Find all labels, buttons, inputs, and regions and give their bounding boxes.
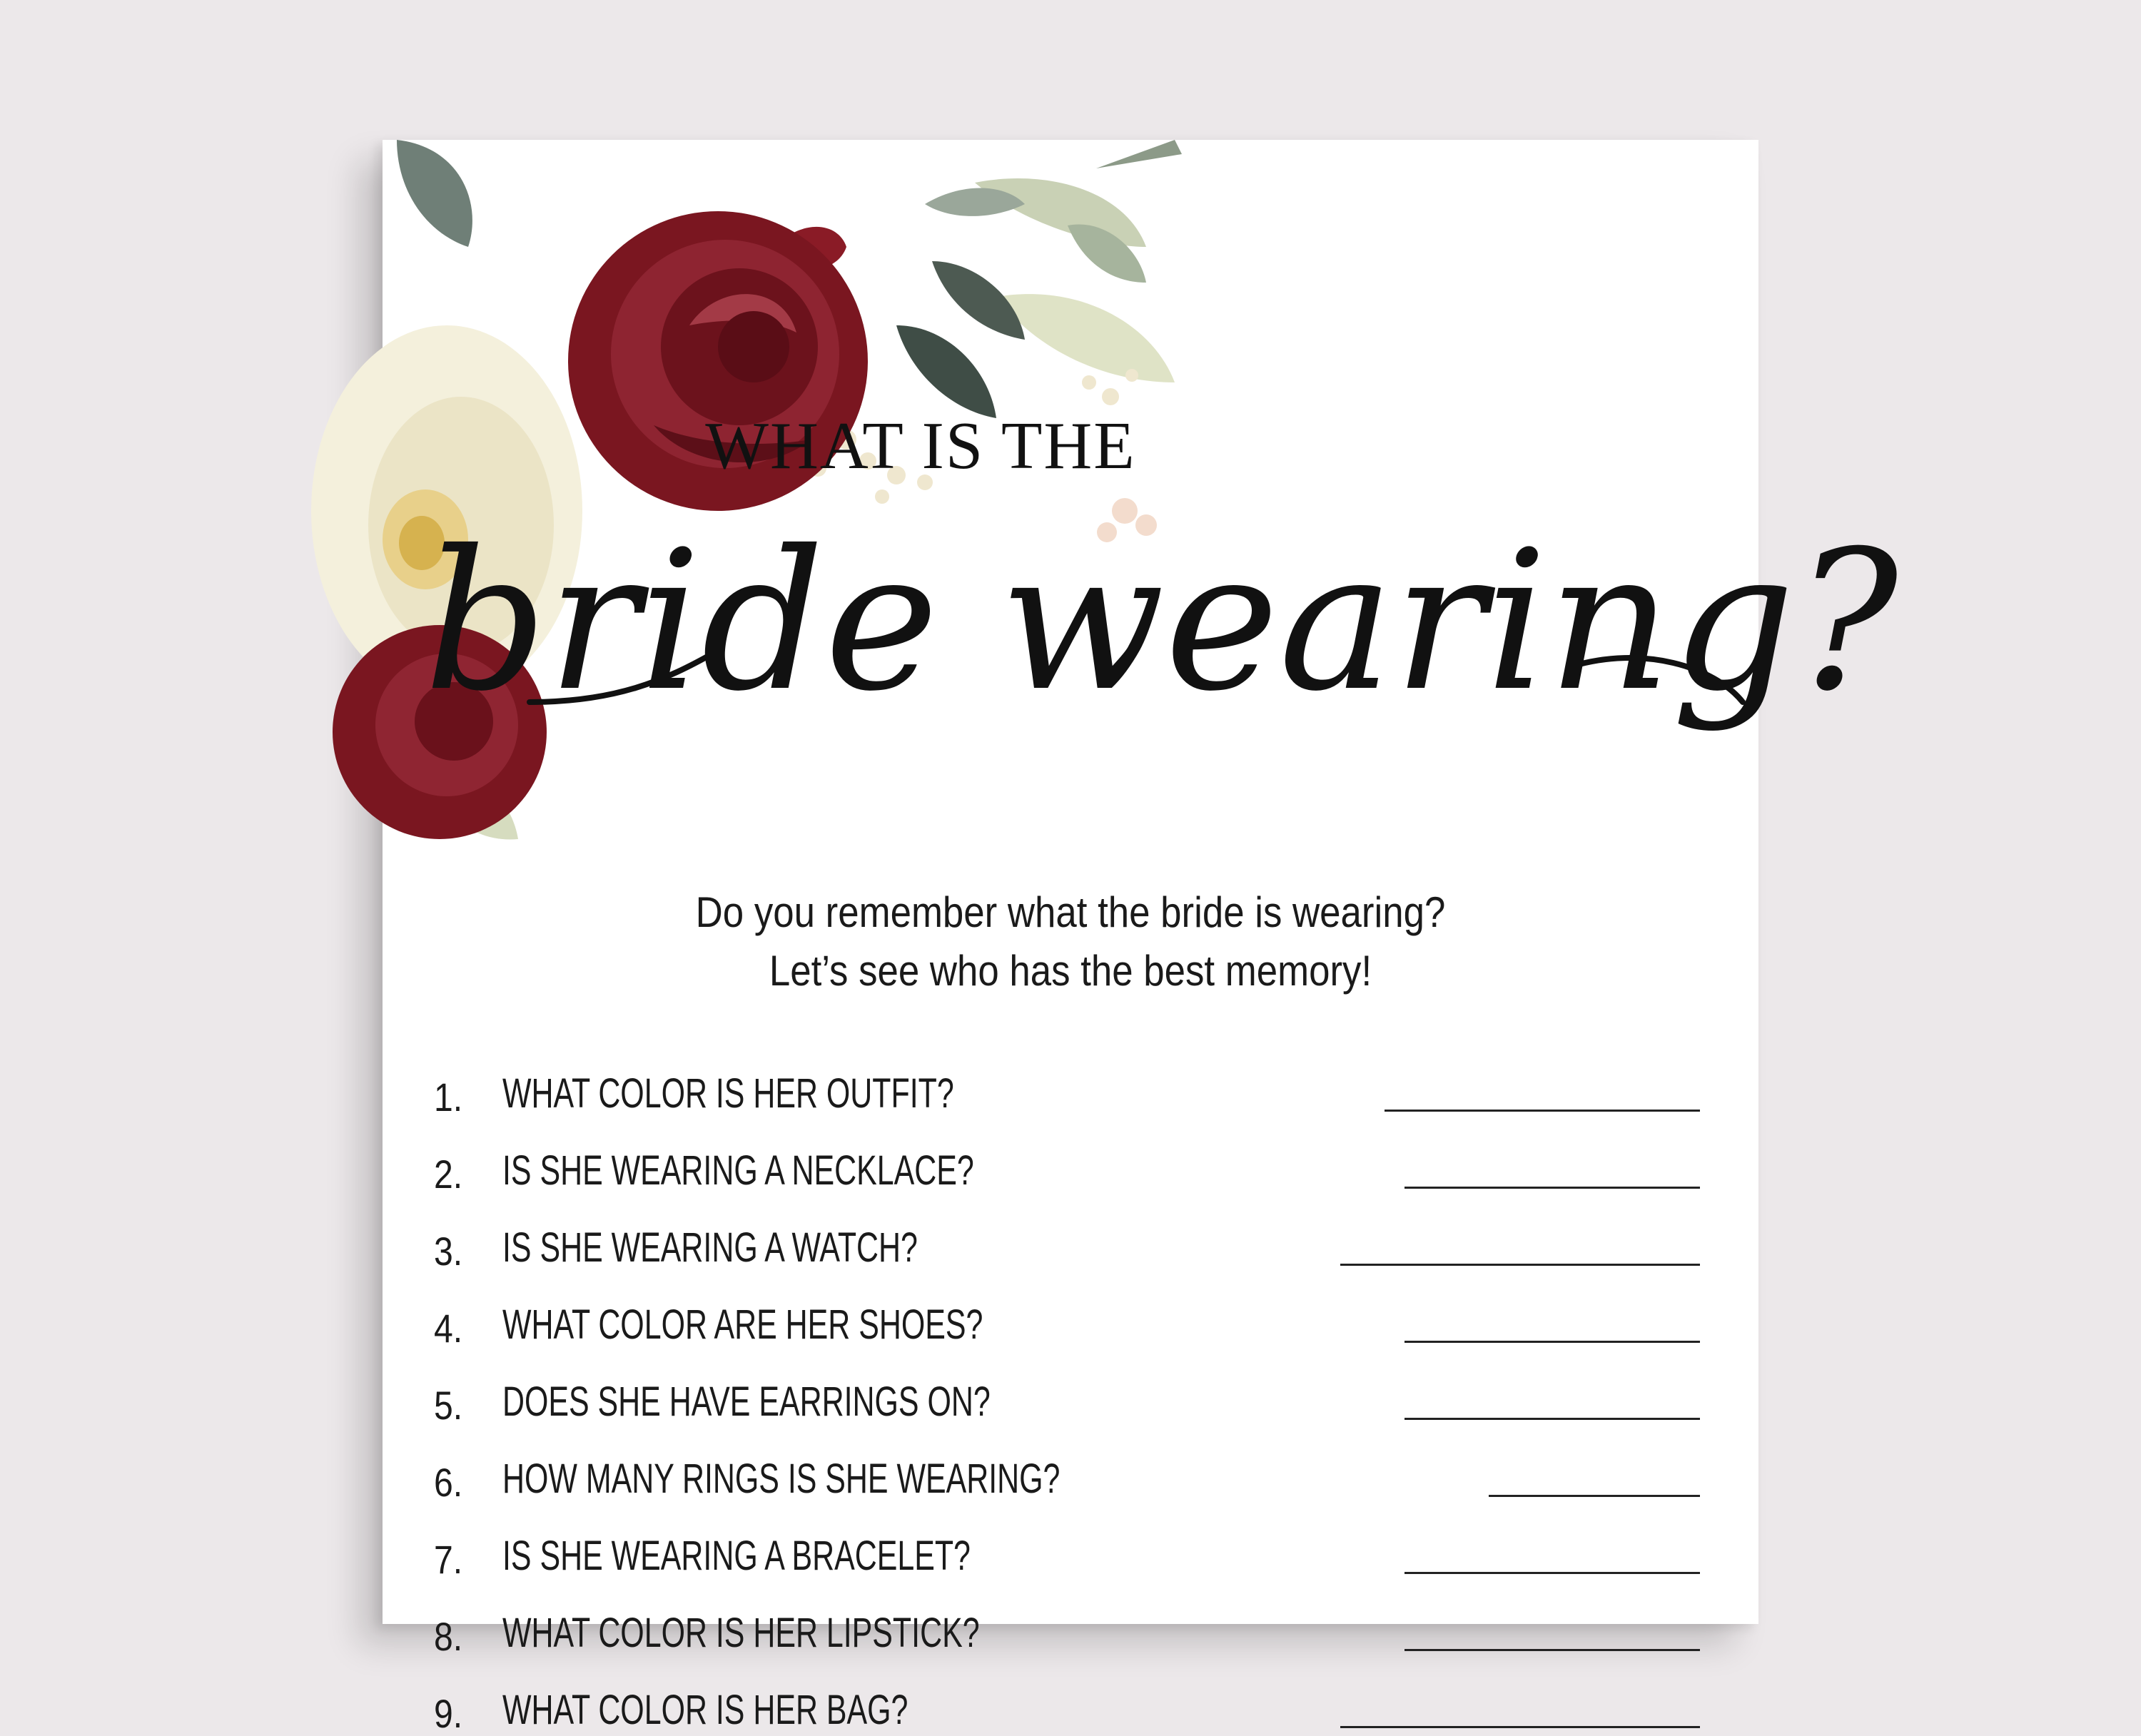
intro-line-1: Do you remember what the bride is wearing?	[695, 888, 1446, 936]
question-number: 3.	[434, 1229, 463, 1274]
question-text: IS SHE WEARING A WATCH?	[502, 1224, 918, 1271]
question-row	[434, 1446, 1700, 1503]
heading-script-text: bride wearing?	[424, 509, 1898, 734]
question-text: WHAT COLOR IS HER BAG?	[502, 1687, 908, 1733]
answer-line[interactable]	[1404, 1572, 1700, 1574]
question-number: 6.	[434, 1460, 463, 1505]
question-text: IS SHE WEARING A NECKLACE?	[502, 1147, 974, 1194]
answer-line[interactable]	[1340, 1264, 1700, 1266]
answer-line[interactable]	[1404, 1187, 1700, 1189]
question-row	[434, 1369, 1700, 1426]
question-row	[434, 1600, 1700, 1657]
question-list	[383, 140, 1758, 1736]
heading-top-line: WHAT IS THE	[705, 409, 1136, 483]
question-text: HOW MANY RINGS IS SHE WEARING?	[502, 1456, 1061, 1502]
question-number: 2.	[434, 1152, 463, 1197]
question-row	[434, 1214, 1700, 1274]
answer-line[interactable]	[1404, 1649, 1700, 1651]
question-text: DOES SHE HAVE EARRINGS ON?	[502, 1379, 991, 1425]
question-row	[434, 1137, 1700, 1197]
question-text: WHAT COLOR IS HER LIPSTICK?	[502, 1610, 980, 1656]
intro-line-2: Let’s see who has the best memory!	[769, 947, 1372, 995]
question-number: 4.	[434, 1306, 463, 1351]
question-row	[434, 1523, 1700, 1580]
question-number: 7.	[434, 1537, 463, 1582]
answer-line[interactable]	[1340, 1726, 1700, 1728]
question-number: 5.	[434, 1383, 463, 1428]
question-row	[434, 1677, 1700, 1734]
answer-line[interactable]	[1404, 1341, 1700, 1343]
question-number: 9.	[434, 1691, 463, 1736]
question-number: 1.	[434, 1075, 463, 1120]
question-text: WHAT COLOR IS HER OUTFIT?	[502, 1070, 954, 1117]
question-row	[434, 1060, 1700, 1120]
answer-line[interactable]	[1489, 1495, 1700, 1497]
question-number: 8.	[434, 1614, 463, 1659]
question-text: WHAT COLOR ARE HER SHOES?	[502, 1301, 983, 1348]
game-card	[383, 140, 1898, 1736]
answer-line[interactable]	[1404, 1418, 1700, 1420]
question-text: IS SHE WEARING A BRACELET?	[502, 1533, 971, 1579]
question-row	[434, 1291, 1700, 1349]
answer-line[interactable]	[1385, 1110, 1700, 1112]
